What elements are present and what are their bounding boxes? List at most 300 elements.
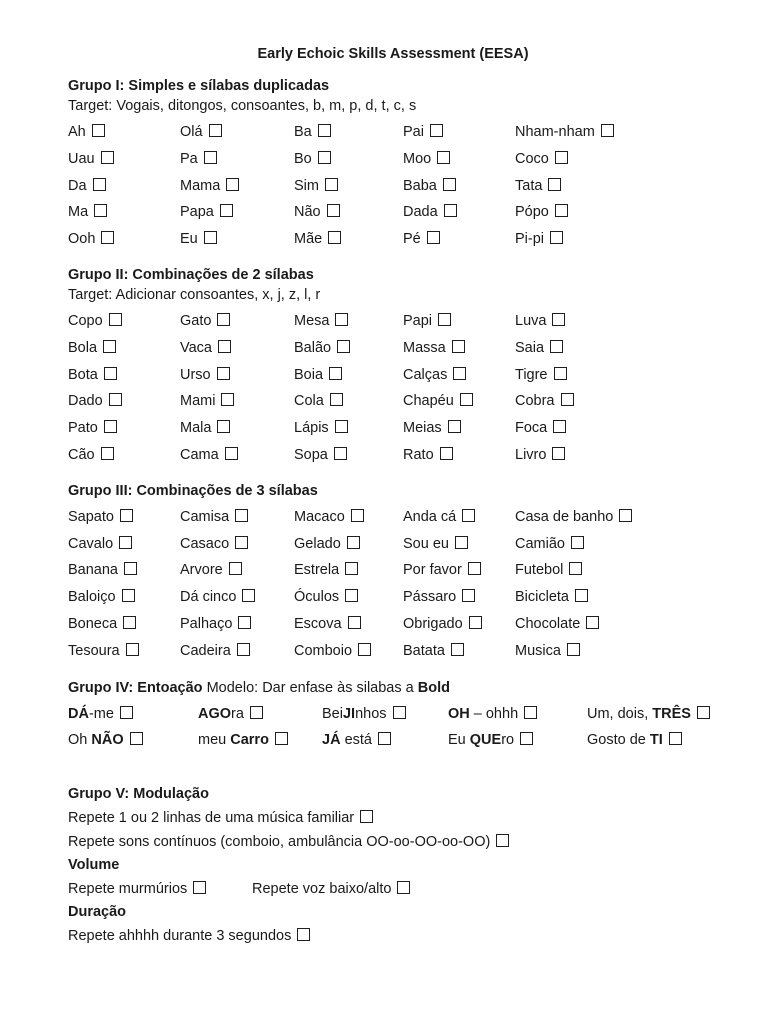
checkbox[interactable] (218, 340, 231, 353)
word-label: Pópo (515, 204, 549, 221)
checkbox[interactable] (225, 447, 238, 460)
group-4-heading-bold-word: Bold (417, 679, 450, 696)
checkbox[interactable] (567, 643, 580, 656)
word-checkbox-item (515, 199, 718, 226)
word-label: Anda cá (403, 508, 457, 525)
checkbox[interactable] (460, 393, 473, 406)
word-label: Musica (515, 642, 561, 659)
word-label: Chocolate (515, 615, 581, 632)
word-checkbox-item (515, 173, 718, 200)
word-checkbox-item (294, 119, 403, 146)
word-checkbox-item (68, 199, 180, 226)
checkbox[interactable] (586, 616, 599, 629)
word-checkbox-item (403, 442, 515, 469)
word-checkbox-item (294, 146, 403, 173)
word-checkbox-item (68, 388, 180, 415)
word-row (68, 415, 718, 442)
word-label: Pássaro (403, 589, 457, 606)
word-checkbox-item (68, 119, 180, 146)
word-checkbox-item (322, 727, 448, 754)
word-checkbox-item (515, 415, 718, 442)
checkbox[interactable] (555, 204, 568, 217)
word-label: Tata (515, 177, 543, 194)
word-label: Massa (403, 339, 446, 356)
word-checkbox-item (68, 362, 180, 389)
checkbox[interactable] (345, 562, 358, 575)
checkbox[interactable] (496, 834, 509, 847)
group-4-heading-regular: Modelo: Dar enfase às silabas a (202, 679, 418, 696)
checkbox[interactable] (360, 810, 373, 823)
word-label: Macaco (294, 508, 345, 525)
word-label: Obrigado (403, 615, 463, 632)
word-checkbox-item (68, 335, 180, 362)
word-label: BeiJInhos (322, 705, 387, 722)
checkbox[interactable] (126, 643, 139, 656)
word-label: Meias (403, 420, 442, 437)
checkbox[interactable] (452, 340, 465, 353)
word-checkbox-item (515, 531, 718, 558)
word-checkbox-item (403, 335, 515, 362)
word-checkbox-item (68, 173, 180, 200)
group-2-rows (68, 308, 718, 469)
word-checkbox-item (294, 199, 403, 226)
word-checkbox-item (587, 727, 718, 754)
checkbox[interactable] (619, 509, 632, 522)
word-checkbox-item (180, 388, 294, 415)
checkbox[interactable] (238, 616, 251, 629)
word-checkbox-item (68, 442, 180, 469)
word-checkbox-item (68, 810, 373, 826)
group-3-heading: Grupo III: Combinações de 3 sílabas (68, 482, 318, 499)
word-label: Bo (294, 150, 312, 167)
word-label: Dá cinco (180, 589, 237, 606)
word-label: Baba (403, 177, 437, 194)
word-row (68, 638, 718, 665)
word-checkbox-item (294, 584, 403, 611)
word-label: Não (294, 204, 321, 221)
word-checkbox-item (198, 701, 322, 728)
word-checkbox-item (68, 226, 180, 253)
word-row (68, 362, 718, 389)
word-checkbox-item (403, 119, 515, 146)
word-checkbox-item (180, 146, 294, 173)
checkbox[interactable] (455, 536, 468, 549)
word-label: Urso (180, 366, 211, 383)
word-checkbox-item (68, 308, 180, 335)
group-2-heading: Grupo II: Combinações de 2 sílabas (68, 266, 314, 283)
checkbox[interactable] (397, 881, 410, 894)
word-label: Uau (68, 150, 95, 167)
word-checkbox-item (403, 531, 515, 558)
checkbox[interactable] (318, 151, 331, 164)
group-4-heading-bold: Grupo IV: Entoação (68, 679, 203, 696)
checkbox[interactable] (358, 643, 371, 656)
word-label: Cola (294, 393, 324, 410)
checkbox[interactable] (217, 313, 230, 326)
checkbox[interactable] (443, 178, 456, 191)
checkbox[interactable] (235, 509, 248, 522)
checkbox[interactable] (351, 509, 364, 522)
word-checkbox-item (515, 308, 718, 335)
word-label: Por favor (403, 562, 462, 579)
word-label: Chapéu (403, 393, 454, 410)
word-label: Cão (68, 446, 95, 463)
checkbox[interactable] (101, 151, 114, 164)
word-checkbox-item (403, 388, 515, 415)
checkbox[interactable] (571, 536, 584, 549)
word-label: Pa (180, 150, 198, 167)
checkbox[interactable] (548, 178, 561, 191)
word-label: AGOra (198, 705, 244, 722)
word-checkbox-item (403, 638, 515, 665)
checkbox[interactable] (335, 313, 348, 326)
word-checkbox-item (180, 226, 294, 253)
checkbox[interactable] (601, 124, 614, 137)
checkbox[interactable] (552, 447, 565, 460)
word-label: Boia (294, 366, 324, 383)
checkbox[interactable] (101, 231, 114, 244)
word-checkbox-item (515, 442, 718, 469)
word-label: Estrela (294, 562, 340, 579)
word-label: Sopa (294, 446, 328, 463)
checkbox[interactable] (453, 367, 466, 380)
word-checkbox-item (403, 308, 515, 335)
word-checkbox-item (587, 701, 718, 728)
word-row (68, 335, 718, 362)
word-checkbox-item (180, 415, 294, 442)
word-label: Repete sons contínuos (comboio, ambulância OO-oo-OO-oo-OO) (68, 833, 491, 850)
checkbox[interactable] (462, 589, 475, 602)
checkbox[interactable] (92, 124, 105, 137)
word-label: meu Carro (198, 732, 269, 749)
word-label: Cobra (515, 393, 555, 410)
checkbox[interactable] (101, 447, 114, 460)
checkbox[interactable] (120, 509, 133, 522)
word-label: Ma (68, 204, 89, 221)
checkbox[interactable] (561, 393, 574, 406)
word-label: Óculos (294, 589, 340, 606)
word-checkbox-item (515, 119, 718, 146)
word-row (68, 173, 718, 200)
word-label: Casa de banho (515, 508, 614, 525)
word-row (68, 611, 718, 638)
word-checkbox-item (294, 173, 403, 200)
checkbox[interactable] (221, 393, 234, 406)
word-label: Repete murmúrios (68, 880, 188, 897)
group-2-target: Target: Adicionar consoantes, x, j, z, l, r (68, 286, 321, 303)
word-label: Repete voz baixo/alto (252, 880, 392, 897)
word-label: Balão (294, 339, 332, 356)
checkbox[interactable] (217, 367, 230, 380)
group-5-item-line (68, 807, 718, 831)
word-checkbox-item (68, 834, 509, 850)
word-checkbox-item (403, 173, 515, 200)
word-label: Foca (515, 420, 548, 437)
word-checkbox-item (515, 226, 718, 253)
word-checkbox-item (180, 199, 294, 226)
document-title: Early Echoic Skills Assessment (EESA) (257, 46, 529, 62)
word-label: Camisa (180, 508, 230, 525)
word-label: Ooh (68, 231, 96, 248)
word-label: Dada (403, 204, 438, 221)
group-5-lines (68, 807, 718, 948)
word-label: Mãe (294, 231, 323, 248)
word-checkbox-item (68, 611, 180, 638)
word-checkbox-item (294, 226, 403, 253)
group-1-target: Target: Vogais, ditongos, consoantes, b, m, p, d, t, c, s (68, 98, 417, 114)
checkbox[interactable] (104, 420, 117, 433)
checkbox[interactable] (550, 231, 563, 244)
word-label: Sapato (68, 508, 114, 525)
checkbox[interactable] (124, 562, 137, 575)
group-3-rows (68, 504, 718, 665)
word-label: Nham-nham (515, 124, 595, 140)
checkbox[interactable] (119, 536, 132, 549)
checkbox[interactable] (347, 536, 360, 549)
word-label: Escova (294, 615, 342, 632)
word-label: Moo (403, 150, 432, 167)
word-checkbox-item (294, 335, 403, 362)
word-row (68, 727, 718, 754)
checkbox[interactable] (226, 178, 239, 191)
word-label: Gato (180, 312, 212, 329)
word-checkbox-item (515, 557, 718, 584)
word-row (68, 442, 718, 469)
checkbox[interactable] (393, 706, 406, 719)
checkbox[interactable] (122, 589, 135, 602)
checkbox[interactable] (328, 231, 341, 244)
word-row (68, 119, 718, 146)
word-checkbox-item (515, 504, 718, 531)
word-checkbox-item (294, 638, 403, 665)
checkbox[interactable] (242, 589, 255, 602)
word-label: Eu QUEro (448, 732, 515, 749)
checkbox[interactable] (334, 447, 347, 460)
group-5-heading: Grupo V: Modulação (68, 786, 209, 803)
word-label: Cadeira (180, 642, 231, 659)
checkbox[interactable] (469, 616, 482, 629)
word-label: Coco (515, 150, 549, 167)
word-label: Luva (515, 312, 547, 329)
checkbox[interactable] (204, 231, 217, 244)
checkbox[interactable] (552, 313, 565, 326)
word-checkbox-item (294, 442, 403, 469)
word-row (68, 584, 718, 611)
checkbox[interactable] (440, 447, 453, 460)
checkbox[interactable] (329, 367, 342, 380)
word-label: Lápis (294, 420, 329, 437)
word-checkbox-item (68, 146, 180, 173)
word-label: Bota (68, 366, 98, 383)
checkbox[interactable] (451, 643, 464, 656)
checkbox[interactable] (109, 313, 122, 326)
group-4-rows (68, 701, 718, 755)
word-label: Sim (294, 177, 319, 194)
checkbox[interactable] (217, 420, 230, 433)
word-checkbox-item (68, 557, 180, 584)
word-label: Eu (180, 231, 198, 248)
checkbox[interactable] (193, 881, 206, 894)
word-label: Mesa (294, 312, 330, 329)
word-checkbox-item (68, 727, 198, 754)
checkbox[interactable] (438, 313, 451, 326)
word-label: Calças (403, 366, 448, 383)
word-checkbox-item (180, 531, 294, 558)
group-5-pair-line (68, 878, 718, 902)
word-checkbox-item (515, 362, 718, 389)
checkbox[interactable] (104, 367, 117, 380)
word-checkbox-item (180, 308, 294, 335)
word-label: Gosto de TI (587, 732, 663, 749)
checkbox[interactable] (204, 151, 217, 164)
group-5-subheading: Duração (68, 904, 127, 921)
word-checkbox-item (180, 611, 294, 638)
word-checkbox-item (515, 611, 718, 638)
checkbox[interactable] (555, 151, 568, 164)
word-checkbox-item (515, 335, 718, 362)
checkbox[interactable] (378, 732, 391, 745)
word-checkbox-item (403, 557, 515, 584)
checkbox[interactable] (468, 562, 481, 575)
word-label: Saia (515, 339, 545, 356)
word-label: Bicicleta (515, 589, 569, 606)
checkbox[interactable] (275, 732, 288, 745)
word-label: Boneca (68, 615, 118, 632)
word-checkbox-item (294, 531, 403, 558)
word-checkbox-item (180, 638, 294, 665)
checkbox[interactable] (524, 706, 537, 719)
checkbox[interactable] (209, 124, 222, 137)
word-checkbox-item (322, 701, 448, 728)
word-label: DÁ-me (68, 705, 114, 722)
checkbox[interactable] (437, 151, 450, 164)
word-row (68, 504, 718, 531)
checkbox[interactable] (427, 231, 440, 244)
checkbox[interactable] (103, 340, 116, 353)
word-checkbox-item (180, 584, 294, 611)
checkbox[interactable] (462, 509, 475, 522)
word-label: Mama (180, 177, 221, 194)
word-checkbox-item (403, 146, 515, 173)
word-checkbox-item (252, 878, 718, 902)
word-row (68, 146, 718, 173)
word-label: OH – ohhh (448, 705, 519, 722)
checkbox[interactable] (123, 616, 136, 629)
word-label: Cama (180, 446, 219, 463)
checkbox[interactable] (448, 420, 461, 433)
word-label: Rato (403, 446, 434, 463)
checkbox[interactable] (335, 420, 348, 433)
word-label: Repete ahhhh durante 3 segundos (68, 927, 292, 944)
word-checkbox-item (180, 362, 294, 389)
word-checkbox-item (180, 557, 294, 584)
checkbox[interactable] (697, 706, 710, 719)
word-label: Tigre (515, 366, 548, 383)
word-checkbox-item (180, 504, 294, 531)
checkbox[interactable] (120, 706, 133, 719)
word-label: Mami (180, 393, 216, 410)
checkbox[interactable] (237, 643, 250, 656)
word-label: Ah (68, 124, 86, 140)
word-label: Pato (68, 420, 98, 437)
word-label: Pi-pi (515, 231, 545, 248)
word-row (68, 308, 718, 335)
word-label: Palhaço (180, 615, 233, 632)
word-checkbox-item (294, 611, 403, 638)
word-checkbox-item (180, 173, 294, 200)
checkbox[interactable] (444, 204, 457, 217)
group-4-heading (68, 678, 718, 698)
checkbox[interactable] (229, 562, 242, 575)
checkbox[interactable] (130, 732, 143, 745)
group-5-item-line (68, 831, 718, 855)
word-label: Papa (180, 204, 214, 221)
checkbox[interactable] (250, 706, 263, 719)
word-label: Repete 1 ou 2 linhas de uma música familiar (68, 810, 355, 827)
word-checkbox-item (180, 335, 294, 362)
word-checkbox-item (294, 557, 403, 584)
word-checkbox-item (294, 388, 403, 415)
word-checkbox-item (180, 442, 294, 469)
checkbox[interactable] (520, 732, 533, 745)
checkbox[interactable] (337, 340, 350, 353)
word-label: Arvore (180, 562, 223, 579)
word-label: JÁ está (322, 732, 372, 749)
checkbox[interactable] (430, 124, 443, 137)
checkbox[interactable] (94, 204, 107, 217)
word-checkbox-item (294, 415, 403, 442)
checkbox[interactable] (575, 589, 588, 602)
checkbox[interactable] (325, 178, 338, 191)
word-checkbox-item (403, 504, 515, 531)
word-label: Camião (515, 535, 565, 552)
group-1-rows (68, 119, 718, 253)
word-checkbox-item (68, 638, 180, 665)
word-row (68, 226, 718, 253)
checkbox[interactable] (327, 204, 340, 217)
word-label: Banana (68, 562, 118, 579)
checkbox[interactable] (318, 124, 331, 137)
word-checkbox-item (68, 415, 180, 442)
word-checkbox-item (515, 584, 718, 611)
word-label: Livro (515, 446, 547, 463)
checkbox[interactable] (93, 178, 106, 191)
checkbox[interactable] (235, 536, 248, 549)
checkbox[interactable] (220, 204, 233, 217)
word-checkbox-item (68, 878, 252, 902)
word-label: Gelado (294, 535, 341, 552)
word-row (68, 701, 718, 728)
word-checkbox-item (68, 531, 180, 558)
checkbox[interactable] (297, 928, 310, 941)
word-checkbox-item (448, 727, 587, 754)
checkbox[interactable] (569, 562, 582, 575)
checkbox[interactable] (330, 393, 343, 406)
checkbox[interactable] (348, 616, 361, 629)
word-label: Bola (68, 339, 98, 356)
checkbox[interactable] (109, 393, 122, 406)
checkbox[interactable] (669, 732, 682, 745)
checkbox[interactable] (550, 340, 563, 353)
word-label: Vaca (180, 339, 212, 356)
checkbox[interactable] (554, 367, 567, 380)
word-label: Da (68, 177, 87, 194)
word-checkbox-item (403, 415, 515, 442)
word-checkbox-item (403, 611, 515, 638)
checkbox[interactable] (553, 420, 566, 433)
checkbox[interactable] (345, 589, 358, 602)
word-label: Oh NÃO (68, 732, 124, 749)
